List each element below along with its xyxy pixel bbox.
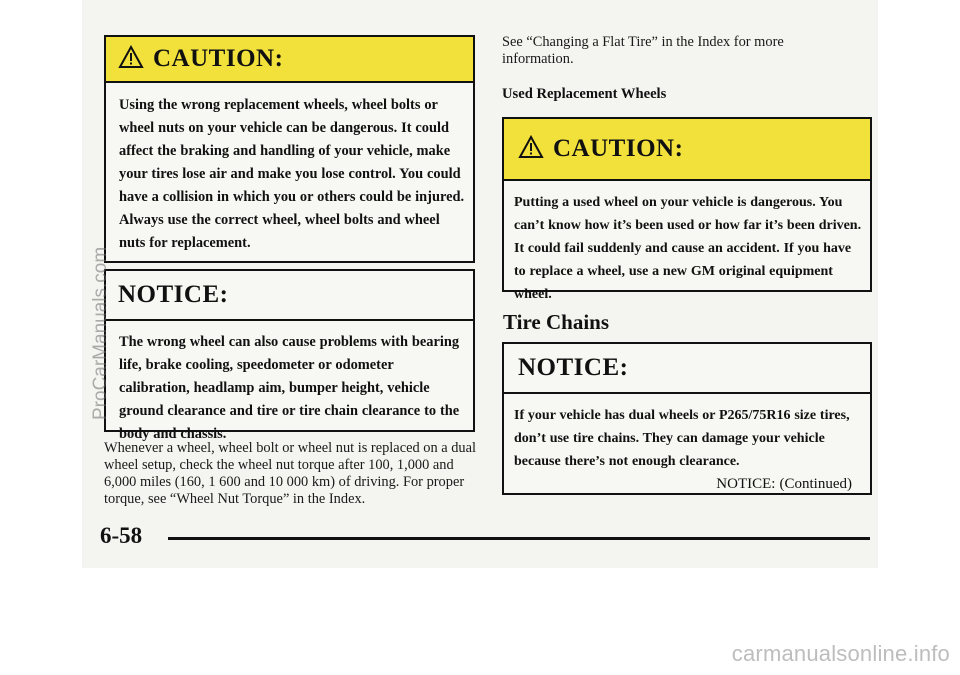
notice-box-right (502, 342, 872, 495)
notice-text: The wrong wheel can also cause problems with bearing life, brake cooling, speedometer or odometer calibration, headlamp aim, bumper height, vehicle ground clearance and tire or tire chain clearance to the body and chassis. (119, 334, 460, 442)
caution-text: Putting a used wheel on your vehicle is dangerous. You can’t know how it’s been used or how far it’s been driven. It could fail suddenly and cause an accident. If you have to replace a wheel, use a new GM original equipment wheel. (514, 195, 862, 302)
notice-header (106, 271, 473, 321)
footer-rule (168, 537, 870, 540)
intro-paragraph: See “Changing a Flat Tire” in the Index for more information. (502, 34, 784, 67)
page-number: 6-58 (100, 523, 143, 548)
watermark: ProCarManuals.com (90, 246, 111, 420)
site-mark: carmanualsonline.info (731, 641, 950, 666)
caution-box-right (502, 117, 872, 302)
used-wheels-heading: Used Replacement Wheels (502, 86, 667, 102)
tire-chains-heading: Tire Chains (503, 310, 610, 334)
notice-box-left (104, 269, 475, 442)
caution-title: CAUTION: (553, 135, 684, 162)
caution-header (504, 119, 870, 181)
notice-text (504, 394, 870, 496)
caution-text: Using the wrong replacement wheels, wheel bolts or wheel nuts on your vehicle can be dangerous. It could affect the braking and handling of your vehicle, make your tires lose air and make you lose control. You could have a collision in which you or others could be injured. Always use the correct wheel, wheel bolts and wheel nuts for replacement. (119, 97, 465, 251)
torque-paragraph: Whenever a wheel, wheel bolt or wheel nut is replaced on a dual wheel setup, check the wheel nut torque after 100, 1,000 and 6,000 miles (160, 1 600 and 10 000 km) of driving. For proper torque, see “Wheel Nut Torque” in the Index. (104, 440, 477, 507)
caution-box-left (104, 35, 475, 263)
caution-header (106, 37, 473, 83)
notice-continued: NOTICE: (Continued) (716, 476, 852, 492)
warning-triangle-icon (118, 45, 144, 74)
notice-header (504, 344, 870, 394)
notice-title: NOTICE: (518, 354, 629, 381)
caution-title: CAUTION: (153, 45, 284, 72)
notice-title: NOTICE: (118, 281, 229, 308)
warning-triangle-icon (518, 135, 544, 164)
notice-paragraph: If your vehicle has dual wheels or P265/75R16 size tires, don’t use tire chains. They can damage your vehicle because there’s not enough clearance. (514, 408, 850, 469)
